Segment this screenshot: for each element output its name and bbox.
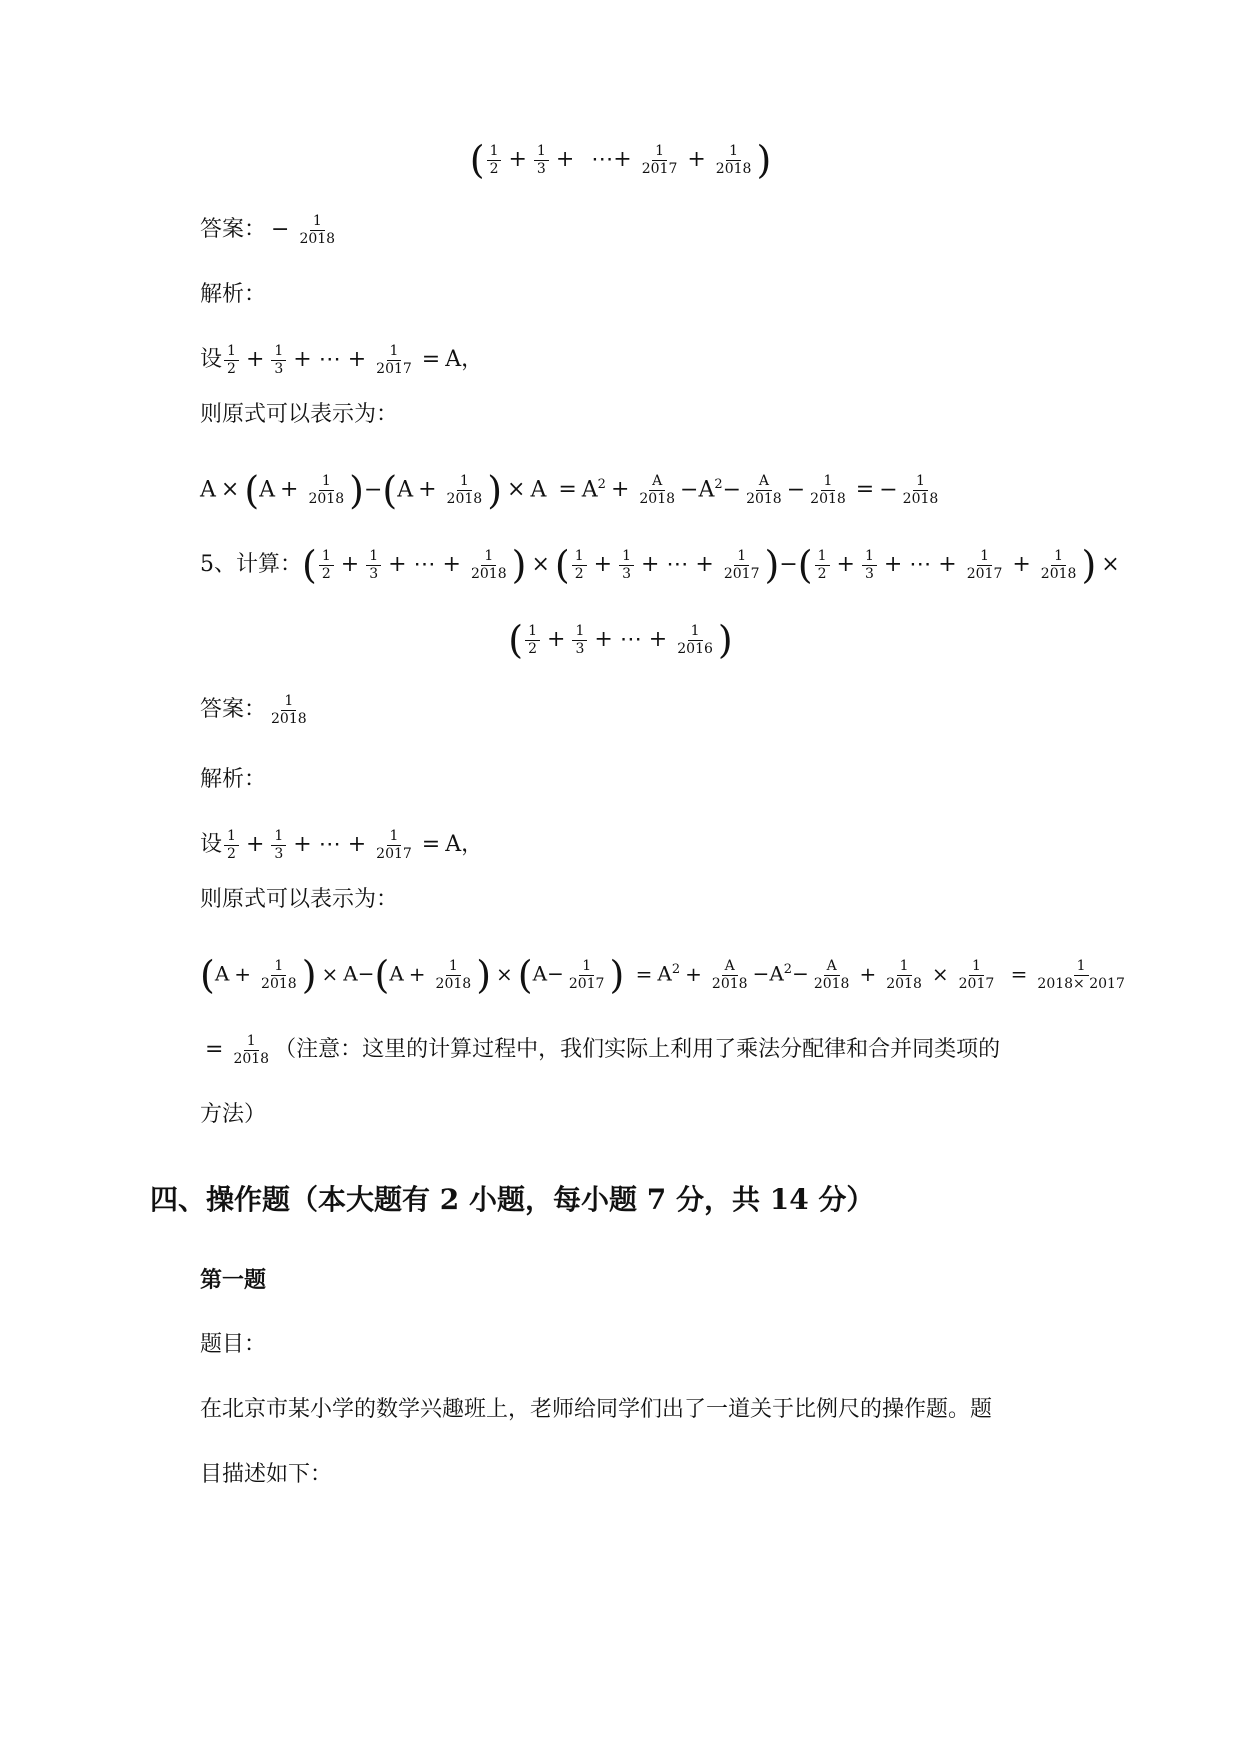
- problem-1-text-1: 在北京市某小学的数学兴趣班上，老师给同学们出了一道关于比例尺的操作题。题: [200, 1397, 993, 1422]
- question-5: 5、计算：( $\frac{1}{2}$ + $\frac{1}{3}$ + ⋯ + $\frac{1}{2018}$ ) × ( $\frac{1}{2}$ + $\frac{1}{3}$ + ⋯ + $\frac{1}{2017}$ )−( $\frac{1}{2}$ + $\frac{1}{3}$ + ⋯ + $\frac{1}{2017}$ + $\frac{1}{2018}$ ) ×: [200, 543, 1120, 587]
- represent-5: 则原式可以表示为：: [200, 887, 399, 912]
- prev-problem-tail: ( $\frac{1}{2}$ + $\frac{1}{3}$ + ⋯+ $\frac{1}{2017}$ + $\frac{1}{2018}$ ): [469, 138, 772, 182]
- derivation-4: A × (A + $\frac{1}{2018}$ )−(A + $\frac{1}{2018}$ ) × $A = A^2$ + $\frac{A}{2018}$ $-A^2-$ $\frac{A}{2018}$ − $\frac{1}{2018}$ = − $\frac{1}{2018}$: [200, 468, 939, 513]
- problem-1-label: 题目：: [200, 1332, 267, 1357]
- answer-5: 答案： $\frac{1}{2018}$: [200, 692, 307, 727]
- note-line-1: （注意：这里的计算过程中，我们实际上利用了乘法分配律和合并同类项的: [274, 1037, 1001, 1062]
- section-heading: 四、操作题（本大题有 2 小题，每小题 7 分，共 14 分）: [150, 1183, 875, 1216]
- problem-1-title: 第一题: [200, 1267, 267, 1293]
- let-a-4: 设 $\frac{1}{2}$ + $\frac{1}{3}$ + ⋯ + $\frac{1}{2017}$ = A，: [200, 342, 484, 377]
- question-5-cont: ( $\frac{1}{2}$ + $\frac{1}{3}$ + ⋯ + $\frac{1}{2016}$ ): [508, 618, 733, 662]
- analysis-4-label: 解析：: [200, 282, 267, 307]
- represent-4: 则原式可以表示为：: [200, 402, 399, 427]
- answer-4: 答案： − $\frac{1}{2018}$: [200, 212, 336, 247]
- result-5: = $\frac{1}{2018}$ （注意：这里的计算过程中，我们实际上利用了乘法分配律和合并同类项的: [205, 1032, 1001, 1067]
- problem-1-text-2: 目描述如下：: [200, 1462, 333, 1487]
- let-a-5: 设 $\frac{1}{2}$ + $\frac{1}{3}$ + ⋯ + $\frac{1}{2017}$ = A，: [200, 827, 484, 862]
- note-line-2: 方法）: [200, 1102, 267, 1127]
- derivation-5: (A + $\frac{1}{2018}$ ) × A−(A + $\frac{1}{2018}$ ) × (A− $\frac{1}{2017}$ ) = $A^2$ + $\frac{A}{2018}$ $-A^2-$ $\frac{A}{2018}$ + $\frac{1}{2018}$ × $\frac{1}{2017}$ = $\frac{1}{2018\times 2017}$: [200, 953, 1125, 998]
- analysis-5-label: 解析：: [200, 767, 267, 792]
